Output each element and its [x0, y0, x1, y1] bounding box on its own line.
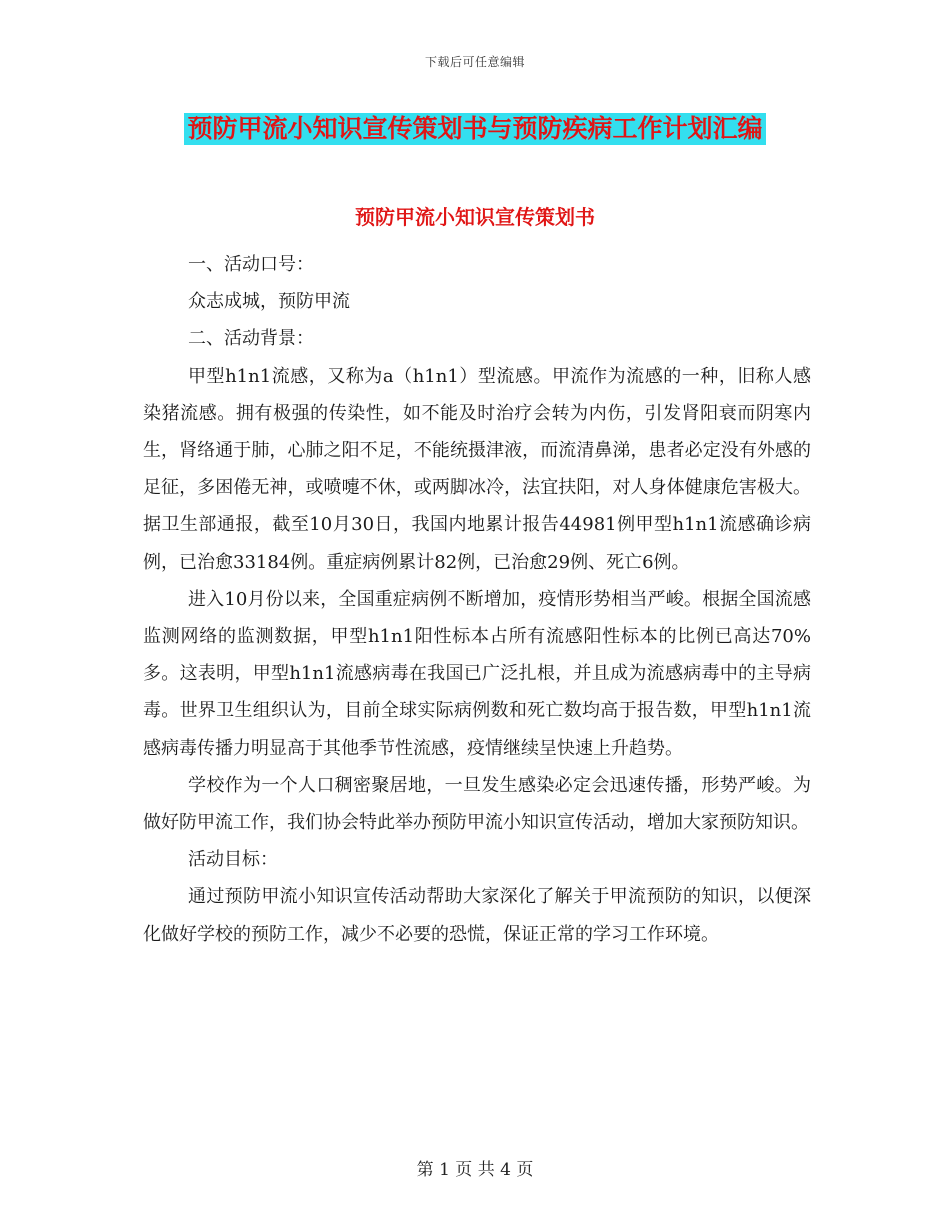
header-note: 下载后可任意编辑: [424, 55, 525, 69]
slogan-text: 众志成城，预防甲流: [188, 291, 350, 313]
paragraph-background-3: 学校作为一个人口稠密聚居地，一旦发生感染必定会迅速传播，形势严峻。为做好防甲流工作，我们协会特此举办预防甲流小知识宣传活动，增加大家预防知识。: [143, 774, 811, 834]
heading-goal: 活动目标：: [188, 849, 278, 871]
page-footer: 第 1 页 共 4 页: [416, 1160, 534, 1180]
paragraph-goal: 通过预防甲流小知识宣传活动帮助大家深化了解关于甲流预防的知识，以便深化做好学校的预防工作，减少不必要的恐慌，保证正常的学习工作环境。: [143, 886, 811, 945]
heading-slogan: 一、活动口号：: [188, 254, 314, 275]
document-title-text: 预防甲流小知识宣传策划书与预防疾病工作计划汇编: [184, 113, 765, 145]
section-title: 预防甲流小知识宣传策划书: [355, 205, 595, 229]
document-body: [143, 246, 811, 953]
paragraph-background-1: 甲型h1n1流感，又称为a（h1n1）型流感。甲流作为流感的一种，旧称人感染猪流感。拥有极强的传染性，如不能及时治疗会转为内伤，引发肾阳衰而阴寒内生，肾络通于肺，心肺之阳不足，不能统摄津液，而流清鼻涕，患者必定没有外感的足征，多困倦无神，或喷嚏不休，或两脚冰冷，法宜扶阳，对人身体健康危害极大。据卫生部通报，截至10月30日，我国内地累计报告44981例甲型h1n1流感确诊病例，已治愈33184例。重症病例累计82例，已治愈29例、死亡6例。: [143, 365, 811, 573]
document-title: [0, 113, 950, 145]
heading-background: 二、活动背景：: [188, 328, 314, 350]
paragraph-background-2: 进入10月份以来，全国重症病例不断增加，疫情形势相当严峻。根据全国流感监测网络的监测数据，甲型h1n1阳性标本占所有流感阳性标本的比例已高达70%多。这表明，甲型h1n1流感病毒在我国已广泛扎根，并且成为流感病毒中的主导病毒。世界卫生组织认为，目前全球实际病例数和死亡数均高于报告数，甲型h1n1流感病毒传播力明显高于其他季节性流感，疫情继续呈快速上升趋势。: [143, 588, 811, 759]
